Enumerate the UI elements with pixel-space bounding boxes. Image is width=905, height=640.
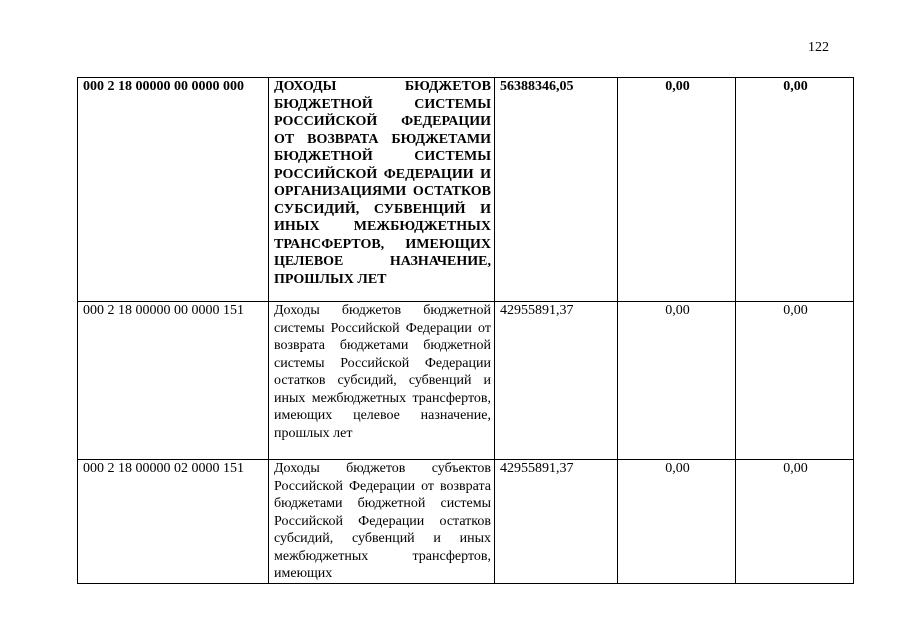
- amount-cell-2: 0,00: [618, 302, 736, 460]
- amount-cell-3: 0,00: [736, 302, 854, 460]
- budget-table: [77, 77, 854, 584]
- table-row: [78, 460, 854, 584]
- budget-code: 000 2 18 00000 02 0000 151: [78, 460, 269, 584]
- budget-code: 000 2 18 00000 00 0000 151: [78, 302, 269, 460]
- amount-cell-3: 0,00: [736, 460, 854, 584]
- amount-cell-2: 0,00: [618, 78, 736, 302]
- income-description: Доходы бюджетов субъектов Российской Федерации от возврата бюджетами бюджетной системы Российской Федерации остатков субсидий, субвенций и иных межбюджетных трансфертов, имеющих: [269, 460, 495, 584]
- page-number: 122: [808, 40, 829, 55]
- amount-cell-2: 0,00: [618, 460, 736, 584]
- table-row: [78, 78, 854, 302]
- amount-cell: 42955891,37: [495, 302, 618, 460]
- amount-cell: 56388346,05: [495, 78, 618, 302]
- budget-code: 000 2 18 00000 00 0000 000: [78, 78, 269, 302]
- table-row: [78, 302, 854, 460]
- income-description: ДОХОДЫ БЮДЖЕТОВ БЮДЖЕТНОЙ СИСТЕМЫ РОССИЙСКОЙ ФЕДЕРАЦИИ ОТ ВОЗВРАТА БЮДЖЕТАМИ БЮДЖЕТНОЙ СИСТЕМЫ РОССИЙСКОЙ ФЕДЕРАЦИИ И ОРГАНИЗАЦИЯМИ ОСТАТКОВ СУБСИДИЙ, СУБВЕНЦИЙ И ИНЫХ МЕЖБЮДЖЕТНЫХ ТРАНСФЕРТОВ, ИМЕЮЩИХ ЦЕЛЕВОЕ НАЗНАЧЕНИЕ, ПРОШЛЫХ ЛЕТ: [269, 78, 495, 302]
- income-description: Доходы бюджетов бюджетной системы Российской Федерации от возврата бюджетами бюджетной системы Российской Федерации остатков субсидий, субвенций и иных межбюджетных трансфертов, имеющих целевое назначение, прошлых лет: [269, 302, 495, 460]
- amount-cell: 42955891,37: [495, 460, 618, 584]
- amount-cell-3: 0,00: [736, 78, 854, 302]
